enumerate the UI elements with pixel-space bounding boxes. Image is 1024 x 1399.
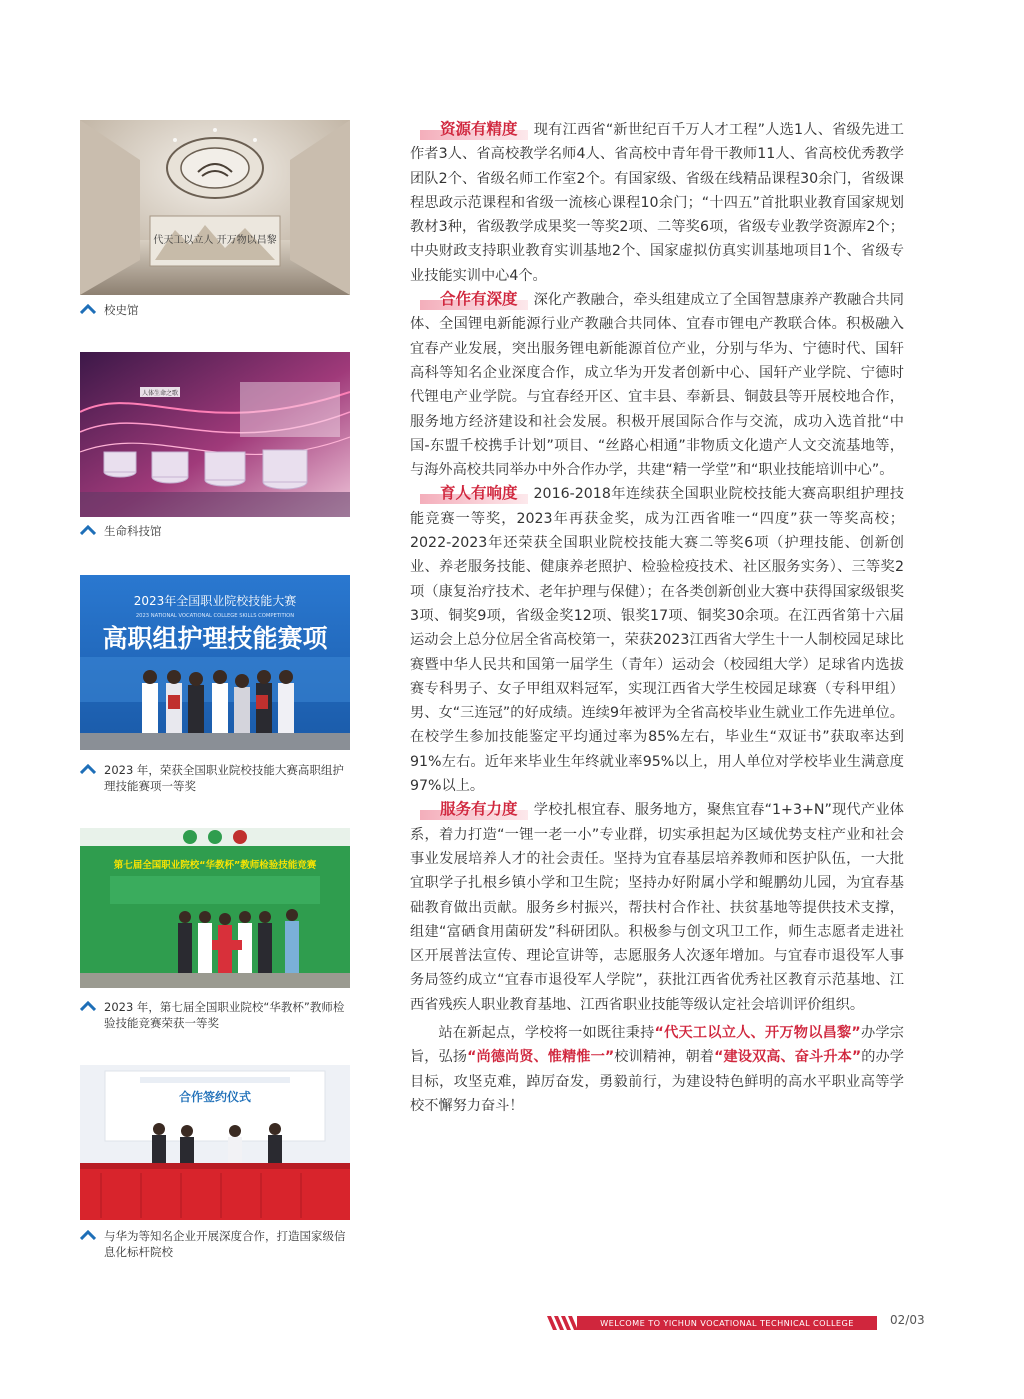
caption-marker-icon (80, 525, 96, 535)
museum-banner: 代天工以立人 开万物以昌黎 (153, 235, 277, 246)
section-tag: 育人有响度 (410, 482, 528, 504)
caption-life-science-museum (80, 523, 350, 539)
section-service (410, 798, 904, 1017)
footer-banner-text: WELCOME TO YICHUN VOCATIONAL TECHNICAL COLLEGE (577, 1316, 877, 1330)
section-education (410, 482, 904, 798)
competition-year: 2023年全国职业院校技能大赛 (133, 594, 297, 608)
main-text-column (410, 118, 904, 1118)
stripes-decoration-icon (547, 1316, 577, 1330)
caption-text: 校史馆 (104, 303, 139, 317)
caption-marker-icon (80, 1230, 96, 1240)
section-body: 2016-2018年连续获全国职业院校技能大赛高职组护理技能竞赛一等奖，2023年再获金奖，成为江西省唯一“四度”获一等奖高校；2022-2023年还荣获全国职业院校技能大赛二等奖6项（护理技能、创新创业、养老服务技能、健康养老照护、检验检疫技术、社区服务实务）、三等奖2项（康复治疗技术、老年护理与保健）；在各类创新创业大赛中获得国家级银奖3项、铜奖9项，省级金奖12项、银奖17项、铜奖30余项。在江西省第十六届运动会上总分位居全省高校第一，荣获2023江西省大学生十一人制校园足球比赛暨中华人民共和国第一届学生（青年）运动会（校园组大学）足球省内选拔赛专科男子、女子甲组双料冠军，实现江西省大学生校园足球赛（专科甲组）男、女“三连冠”的好成绩。连续9年被评为全省高校毕业生就业工作先进单位。在校学生参加技能鉴定平均通过率为85%左右，毕业生“双证书”获取率达到91%左右。近年来毕业生年终就业率95%以上，用人单位对学校毕业生满意度97%以上。 (410, 486, 904, 795)
page-number: 02/03 (890, 1313, 925, 1327)
closing-paragraph: 站在新起点，学校将一如既往秉持“代天工以立人、开万物以昌黎”办学宗旨，弘扬“尚德尚贤、惟精惟一”校训精神，朝着“建设双高、奋斗升本”的办学目标，攻坚克难，踔厉奋发，勇毅前行，为建设特色鲜明的高水平职业高等学校不懈努力奋斗！ (410, 1024, 904, 1114)
photo-teacher-competition (80, 828, 350, 988)
photo-history-museum (80, 120, 350, 295)
caption-text: 2023 年，第七届全国职业院校“华教杯”教师检验技能竞赛荣获一等奖 (104, 1000, 345, 1030)
caption-text: 2023 年，荣获全国职业院校技能大赛高职组护理技能赛项一等奖 (104, 763, 344, 793)
goal-emphasis: “建设双高、奋斗升本” (714, 1049, 862, 1066)
section-cooperation (410, 288, 904, 482)
section-body: 深化产教融合，牵头组建成立了全国智慧康养产教融合共同体、全国锂电新能源行业产教融合共同体、宜春市锂电产教联合体。积极融入宜春产业发展，突出服务锂电新能源首位产业，分别与华为、宁德时代、国轩高科等知名企业深度合作，成立华为开发者创新中心、国轩产业学院、宁德时代锂电产业学院。与宜春经开区、宜丰县、奉新县、铜鼓县等开展校地合作，服务地方经济建设和社会发展。积极开展国际合作与交流，成功入选首批“中国-东盟千校携手计划”项目、“丝路心相通”非物质文化遗产人文交流基地等，与海外高校共同举办中外合作办学，共建“精一学堂”和“职业技能培训中心”。 (410, 292, 904, 479)
teacher-title: 第七届全国职业院校“华教杯”教师检验技能竞赛 (113, 860, 317, 871)
photo-nursing-competition (80, 575, 350, 750)
section-body: 学校扎根宜春、服务地方，聚焦宜春“1+3+N”现代产业体系，着力打造“一锂一老一小”专业群，切实承担起为区域优势支柱产业和社会事业发展培养人才的社会责任。坚持为宜春基层培养教师和医护队伍，一大批宜职学子扎根乡镇小学和卫生院；坚持办好附属小学和鲲鹏幼儿园，为宜春基础教育做出贡献。服务乡村振兴，帮扶村合作社、扶贫基地等提供技术支撑，组建“富硒食用菌研发”科研团队。积极参与创文巩卫工作，师生志愿者走进社区开展普法宣传、理论宣讲等，志愿服务人次逐年增加。与宜春市退役军人事务局签约成立“宜春市退役军人学院”，获批江西省优秀社区教育示范基地、江西省残疾人职业教育基地、江西省职业技能等级认定社会培训评价组织。 (410, 802, 904, 1013)
section-body: 现有江西省“新世纪百千万人才工程”人选1人、省级先进工作者3人、省高校教学名师4人、省高校中青年骨干教师11人、省高校优秀教学团队2个、省级名师工作室2个。有国家级、省级在线精品课程30余门，省级课程思政示范课程和省级一流核心课程10余门；“十四五”首批职业教育国家规划教材3种，省级教学成果奖一等奖2项、二等奖6项，省级专业教学资源库2个；中央财政支持职业教育实训基地2个、国家虚拟仿真实训基地项目1个、省级专业技能实训中心4个。 (410, 122, 904, 284)
photo-life-science-museum (80, 352, 350, 517)
caption-nursing-competition (80, 762, 350, 794)
competition-en: 2023 NATIONAL VOCATIONAL COLLEGE SKILLS COMPETITION (135, 613, 295, 619)
caption-text: 与华为等知名企业开展深度合作，打造国家级信息化标杆院校 (104, 1229, 346, 1259)
caption-marker-icon (80, 764, 96, 774)
caption-history-museum (80, 302, 350, 318)
caption-teacher-competition (80, 999, 350, 1031)
motto-emphasis: “代天工以立人、开万物以昌黎” (654, 1024, 861, 1041)
photo-signing-ceremony (80, 1065, 350, 1220)
section-tag: 服务有力度 (410, 798, 528, 820)
footer-banner (547, 1316, 877, 1330)
life-sign: 人体生命之歌 (141, 390, 179, 397)
school-spirit-emphasis: “尚德尚贤、惟精惟一” (467, 1049, 615, 1066)
caption-text: 生命科技馆 (104, 524, 162, 538)
signing-title: 合作签约仪式 (178, 1090, 252, 1104)
section-resources (410, 118, 904, 288)
caption-marker-icon (80, 304, 96, 314)
caption-signing-ceremony (80, 1228, 350, 1260)
competition-title: 高职组护理技能赛项 (102, 624, 328, 653)
section-tag: 资源有精度 (410, 118, 528, 140)
section-tag: 合作有深度 (410, 288, 528, 310)
caption-marker-icon (80, 1001, 96, 1011)
